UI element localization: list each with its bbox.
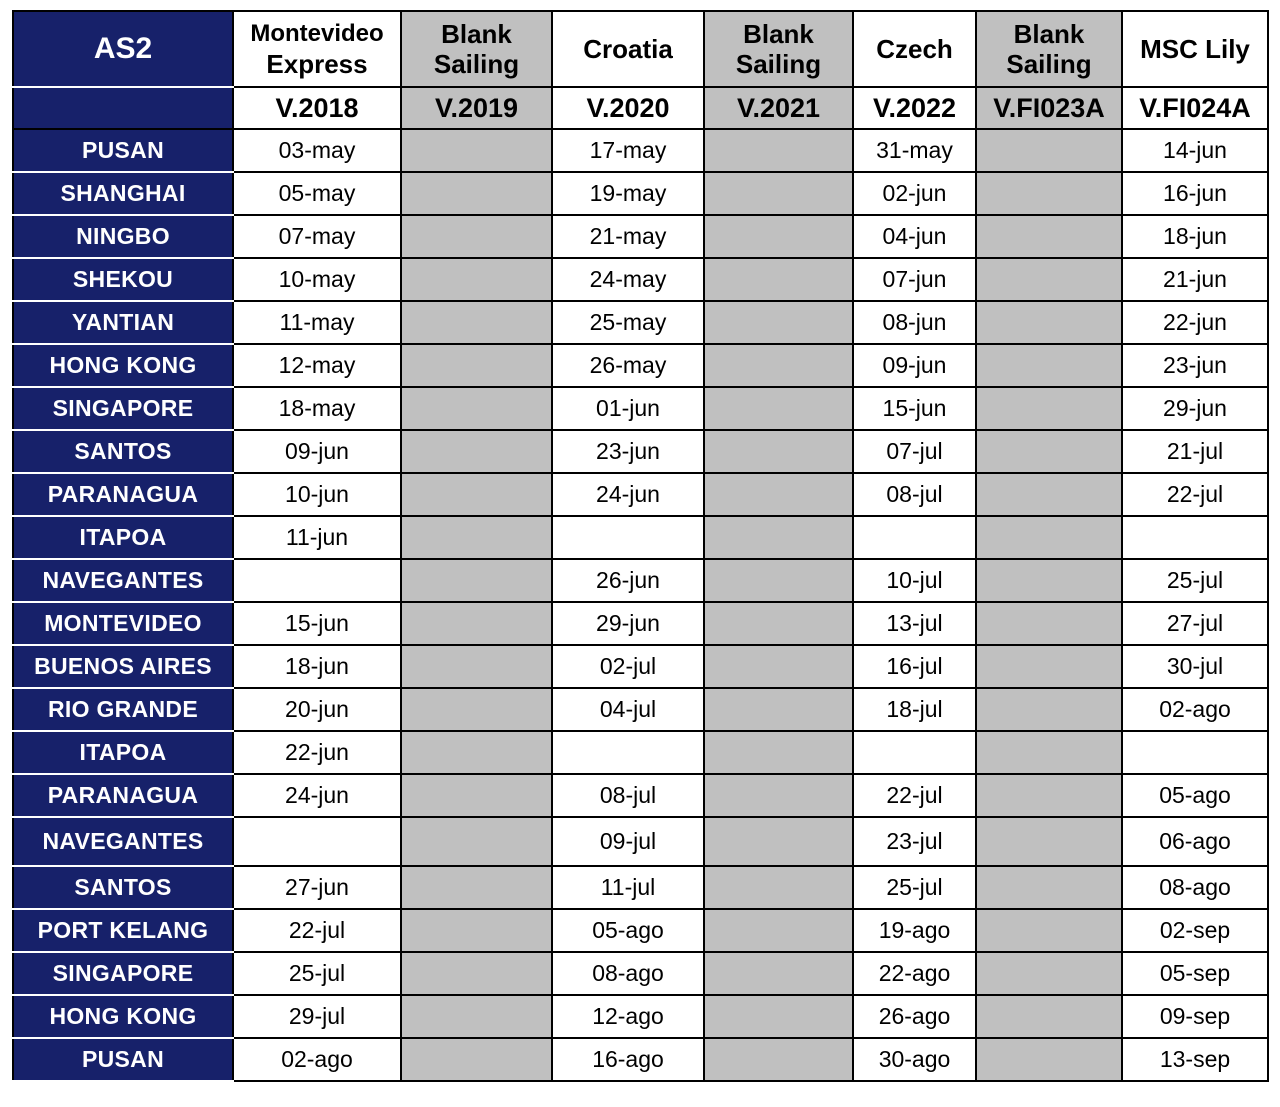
port-row [13,387,1268,430]
eta-date-cell: 05-may [233,172,401,215]
eta-date-cell: 22-jul [233,909,401,952]
blank-sailing-cell [976,172,1122,215]
blank-sailing-cell [976,817,1122,866]
blank-sailing-cell [401,995,552,1038]
eta-date-cell: 22-jun [233,731,401,774]
port-name: NINGBO [13,215,233,258]
eta-date-cell: 26-may [552,344,704,387]
eta-date-cell: 11-may [233,301,401,344]
port-row [13,1038,1268,1081]
eta-date-cell: 07-may [233,215,401,258]
eta-date-cell: 21-may [552,215,704,258]
port-row [13,258,1268,301]
port-name: PUSAN [13,129,233,172]
port-name: PARANAGUA [13,774,233,817]
eta-date-cell: 16-jul [853,645,976,688]
eta-date-cell: 10-jun [233,473,401,516]
eta-date-cell: 30-jul [1122,645,1268,688]
eta-date-cell [853,731,976,774]
port-row [13,909,1268,952]
eta-date-cell: 15-jun [233,602,401,645]
port-name: MONTEVIDEO [13,602,233,645]
eta-date-cell: 21-jun [1122,258,1268,301]
eta-date-cell: 10-may [233,258,401,301]
port-name: HONG KONG [13,344,233,387]
service-name: AS2 [13,11,233,87]
blank-sailing-cell [976,215,1122,258]
port-row [13,516,1268,559]
voyage-number: V.FI023A [976,87,1122,129]
eta-date-cell: 04-jul [552,688,704,731]
blank-sailing-cell [704,559,853,602]
eta-date-cell: 08-jun [853,301,976,344]
port-row [13,129,1268,172]
blank-sailing-cell [976,688,1122,731]
blank-sailing-cell [401,952,552,995]
blank-sailing-cell [401,909,552,952]
blank-sailing-cell [401,866,552,909]
eta-date-cell: 31-may [853,129,976,172]
blank-sailing-cell [976,301,1122,344]
eta-date-cell [233,559,401,602]
blank-sailing-cell [704,866,853,909]
port-name: ITAPOA [13,516,233,559]
port-name: NAVEGANTES [13,817,233,866]
eta-date-cell: 12-ago [552,995,704,1038]
eta-date-cell: 13-sep [1122,1038,1268,1081]
port-name: SINGAPORE [13,952,233,995]
blank-sailing-cell [401,473,552,516]
port-name: HONG KONG [13,995,233,1038]
eta-date-cell: 07-jun [853,258,976,301]
eta-date-cell: 29-jun [552,602,704,645]
port-row [13,559,1268,602]
blank-sailing-cell [704,602,853,645]
eta-date-cell: 18-jul [853,688,976,731]
port-row [13,215,1268,258]
blank-sailing-cell [401,817,552,866]
eta-date-cell: 24-jun [552,473,704,516]
eta-date-cell: 03-may [233,129,401,172]
eta-date-cell: 23-jun [552,430,704,473]
blank-sailing-cell [976,774,1122,817]
eta-date-cell: 27-jul [1122,602,1268,645]
eta-date-cell: 02-ago [233,1038,401,1081]
blank-sailing-cell [976,952,1122,995]
blank-sailing-cell [976,909,1122,952]
blank-sailing-cell [704,473,853,516]
blank-sailing-cell [401,516,552,559]
blank-sailing-cell [401,688,552,731]
eta-date-cell: 18-jun [233,645,401,688]
blank-sailing-cell [704,129,853,172]
eta-date-cell: 08-jul [853,473,976,516]
eta-date-cell: 22-jul [1122,473,1268,516]
port-name: ITAPOA [13,731,233,774]
blank-sailing-cell [401,559,552,602]
blank-sailing-cell [401,430,552,473]
voyage-number: V.FI024A [1122,87,1268,129]
port-row [13,774,1268,817]
eta-date-cell: 26-ago [853,995,976,1038]
eta-date-cell: 04-jun [853,215,976,258]
eta-date-cell: 12-may [233,344,401,387]
vessel-name: MSC Lily [1122,11,1268,87]
eta-date-cell: 09-sep [1122,995,1268,1038]
vessel-name: Blank Sailing [401,11,552,87]
port-name: YANTIAN [13,301,233,344]
eta-date-cell: 16-ago [552,1038,704,1081]
blank-sailing-cell [704,909,853,952]
sailing-schedule-table [12,10,1269,1082]
eta-date-cell: 29-jun [1122,387,1268,430]
port-name: PORT KELANG [13,909,233,952]
blank-sailing-cell [401,387,552,430]
voyage-header-row [13,87,1268,129]
blank-sailing-cell [401,731,552,774]
eta-date-cell: 02-jul [552,645,704,688]
blank-sailing-cell [704,731,853,774]
blank-sailing-cell [976,430,1122,473]
port-row [13,602,1268,645]
vessel-name: Croatia [552,11,704,87]
port-row [13,430,1268,473]
eta-date-cell: 10-jul [853,559,976,602]
blank-sailing-cell [704,688,853,731]
eta-date-cell: 22-jul [853,774,976,817]
port-row [13,688,1268,731]
eta-date-cell: 20-jun [233,688,401,731]
port-row [13,645,1268,688]
voyage-number: V.2021 [704,87,853,129]
blank-sailing-cell [401,1038,552,1081]
blank-sailing-cell [401,344,552,387]
blank-sailing-cell [976,258,1122,301]
eta-date-cell: 15-jun [853,387,976,430]
eta-date-cell [853,516,976,559]
eta-date-cell: 11-jul [552,866,704,909]
eta-date-cell [1122,516,1268,559]
eta-date-cell [552,516,704,559]
blank-sailing-cell [704,430,853,473]
blank-sailing-cell [704,172,853,215]
voyage-number: V.2018 [233,87,401,129]
eta-date-cell: 19-may [552,172,704,215]
eta-date-cell: 07-jul [853,430,976,473]
eta-date-cell: 25-jul [233,952,401,995]
blank-sailing-cell [401,129,552,172]
vessel-header-row [13,11,1268,87]
blank-sailing-cell [704,301,853,344]
blank-sailing-cell [976,516,1122,559]
eta-date-cell: 09-jul [552,817,704,866]
blank-sailing-cell [704,774,853,817]
blank-sailing-cell [976,473,1122,516]
voyage-number: V.2019 [401,87,552,129]
port-name: SHANGHAI [13,172,233,215]
eta-date-cell: 18-may [233,387,401,430]
blank-sailing-cell [976,602,1122,645]
port-row [13,473,1268,516]
eta-date-cell: 22-jun [1122,301,1268,344]
blank-sailing-cell [976,866,1122,909]
eta-date-cell: 02-jun [853,172,976,215]
eta-date-cell: 09-jun [853,344,976,387]
blank-sailing-cell [976,1038,1122,1081]
port-row [13,952,1268,995]
port-name: BUENOS AIRES [13,645,233,688]
blank-sailing-cell [704,516,853,559]
eta-date-cell: 01-jun [552,387,704,430]
blank-sailing-cell [704,344,853,387]
voyage-number: V.2022 [853,87,976,129]
eta-date-cell: 02-sep [1122,909,1268,952]
blank-sailing-cell [976,387,1122,430]
blank-sailing-cell [401,301,552,344]
eta-date-cell: 25-may [552,301,704,344]
eta-date-cell: 08-ago [552,952,704,995]
port-row [13,301,1268,344]
vessel-name: Blank Sailing [976,11,1122,87]
port-row [13,866,1268,909]
eta-date-cell: 23-jun [1122,344,1268,387]
blank-sailing-cell [401,215,552,258]
blank-sailing-cell [976,731,1122,774]
eta-date-cell: 25-jul [1122,559,1268,602]
eta-date-cell: 21-jul [1122,430,1268,473]
eta-date-cell: 05-ago [1122,774,1268,817]
eta-date-cell [1122,731,1268,774]
eta-date-cell: 27-jun [233,866,401,909]
blank-sailing-cell [976,645,1122,688]
eta-date-cell: 18-jun [1122,215,1268,258]
blank-sailing-cell [704,952,853,995]
port-row [13,731,1268,774]
port-row [13,172,1268,215]
eta-date-cell [552,731,704,774]
eta-date-cell: 05-sep [1122,952,1268,995]
eta-date-cell: 24-jun [233,774,401,817]
blank-sailing-cell [704,645,853,688]
eta-date-cell: 19-ago [853,909,976,952]
blank-sailing-cell [704,215,853,258]
blank-sailing-cell [704,387,853,430]
eta-date-cell: 24-may [552,258,704,301]
eta-date-cell: 25-jul [853,866,976,909]
port-row [13,817,1268,866]
port-name: SINGAPORE [13,387,233,430]
eta-date-cell: 08-ago [1122,866,1268,909]
blank-sailing-cell [401,172,552,215]
eta-date-cell: 02-ago [1122,688,1268,731]
port-row [13,344,1268,387]
eta-date-cell: 30-ago [853,1038,976,1081]
blank-sailing-cell [704,1038,853,1081]
eta-date-cell: 14-jun [1122,129,1268,172]
blank-sailing-cell [976,344,1122,387]
blank-sailing-cell [704,995,853,1038]
eta-date-cell: 06-ago [1122,817,1268,866]
header-corner [13,87,233,129]
port-name: PARANAGUA [13,473,233,516]
port-name: NAVEGANTES [13,559,233,602]
eta-date-cell: 09-jun [233,430,401,473]
eta-date-cell: 11-jun [233,516,401,559]
blank-sailing-cell [401,645,552,688]
blank-sailing-cell [976,129,1122,172]
vessel-name: Montevideo Express [233,11,401,87]
eta-date-cell: 23-jul [853,817,976,866]
eta-date-cell: 26-jun [552,559,704,602]
port-name: RIO GRANDE [13,688,233,731]
eta-date-cell: 16-jun [1122,172,1268,215]
vessel-name: Blank Sailing [704,11,853,87]
eta-date-cell [233,817,401,866]
eta-date-cell: 05-ago [552,909,704,952]
port-name: SANTOS [13,866,233,909]
eta-date-cell: 22-ago [853,952,976,995]
port-name: PUSAN [13,1038,233,1081]
eta-date-cell: 08-jul [552,774,704,817]
blank-sailing-cell [401,774,552,817]
port-name: SANTOS [13,430,233,473]
port-name: SHEKOU [13,258,233,301]
blank-sailing-cell [401,602,552,645]
blank-sailing-cell [401,258,552,301]
voyage-number: V.2020 [552,87,704,129]
blank-sailing-cell [976,559,1122,602]
eta-date-cell: 29-jul [233,995,401,1038]
port-row [13,995,1268,1038]
eta-date-cell: 17-may [552,129,704,172]
eta-date-cell: 13-jul [853,602,976,645]
blank-sailing-cell [704,258,853,301]
blank-sailing-cell [976,995,1122,1038]
vessel-name: Czech [853,11,976,87]
blank-sailing-cell [704,817,853,866]
